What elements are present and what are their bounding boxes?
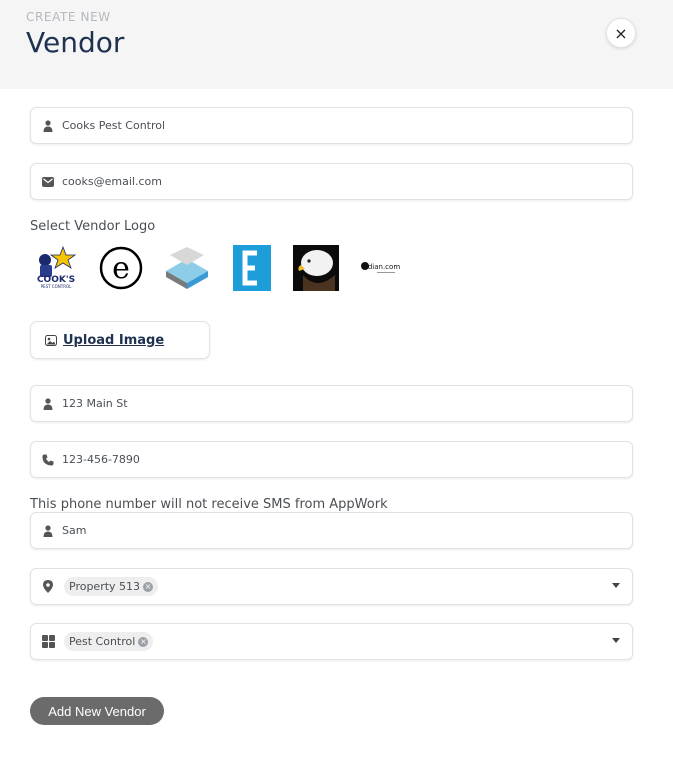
page-title: Vendor bbox=[26, 26, 125, 59]
header-eyebrow: CREATE NEW bbox=[26, 10, 111, 24]
svg-text:e: e bbox=[112, 251, 130, 286]
map-pin-icon bbox=[41, 580, 55, 594]
vendor-name-value: Cooks Pest Control bbox=[62, 119, 166, 132]
logo-option-dian[interactable] bbox=[357, 245, 403, 291]
blue-e-logo-icon bbox=[229, 245, 275, 291]
address-field[interactable] bbox=[30, 385, 633, 422]
blue-box-logo-icon bbox=[164, 245, 210, 291]
contact-field[interactable] bbox=[30, 512, 633, 549]
email-value: cooks@email.com bbox=[62, 175, 162, 188]
add-new-vendor-button[interactable]: Add New Vendor bbox=[30, 697, 164, 725]
chevron-down-icon[interactable] bbox=[612, 638, 620, 643]
phone-note: This phone number will not receive SMS from AppWork bbox=[30, 497, 388, 512]
close-icon: × bbox=[614, 23, 628, 43]
category-chip-label: Pest Control bbox=[69, 635, 136, 648]
logo-option-blue-e[interactable] bbox=[229, 245, 275, 291]
vendor-name-field[interactable] bbox=[30, 107, 633, 144]
phone-value: 123-456-7890 bbox=[62, 453, 140, 466]
upload-image-button[interactable] bbox=[30, 321, 210, 359]
grid-icon bbox=[41, 635, 55, 649]
e-circle-logo-icon bbox=[98, 245, 144, 291]
cooks-logo-icon bbox=[33, 245, 79, 291]
phone-icon bbox=[41, 453, 55, 467]
address-value: 123 Main St bbox=[62, 397, 128, 410]
chevron-down-icon[interactable] bbox=[612, 583, 620, 588]
image-icon bbox=[45, 331, 57, 350]
property-chip-label: Property 513 bbox=[69, 580, 141, 593]
svg-text:COOK'S: COOK'S bbox=[36, 275, 76, 285]
logo-option-e-circle[interactable] bbox=[98, 245, 144, 291]
mail-icon bbox=[41, 175, 55, 189]
person-icon bbox=[41, 524, 55, 538]
email-field[interactable] bbox=[30, 163, 633, 200]
property-select[interactable] bbox=[30, 568, 633, 605]
eagle-logo-icon bbox=[293, 245, 339, 291]
category-chip[interactable] bbox=[64, 632, 153, 651]
svg-text:PEST CONTROL: PEST CONTROL bbox=[40, 284, 72, 289]
phone-field[interactable] bbox=[30, 441, 633, 478]
logo-option-eagle[interactable] bbox=[293, 245, 339, 291]
property-chip[interactable] bbox=[64, 577, 158, 596]
chip-remove-icon[interactable]: × bbox=[139, 637, 147, 646]
logo-option-cooks[interactable] bbox=[33, 245, 79, 291]
person-icon bbox=[41, 397, 55, 411]
dian-logo-icon bbox=[357, 245, 403, 291]
logo-section-label: Select Vendor Logo bbox=[30, 219, 156, 234]
category-select[interactable] bbox=[30, 623, 633, 660]
close-button[interactable] bbox=[606, 18, 636, 48]
chip-remove-icon[interactable]: × bbox=[144, 582, 152, 591]
logo-option-blue-box[interactable] bbox=[164, 245, 210, 291]
upload-image-label: Upload Image bbox=[63, 332, 165, 348]
svg-text:dian.com: dian.com bbox=[367, 263, 401, 271]
contact-value: Sam bbox=[62, 524, 87, 537]
person-icon bbox=[41, 119, 55, 133]
modal-header bbox=[0, 0, 673, 89]
